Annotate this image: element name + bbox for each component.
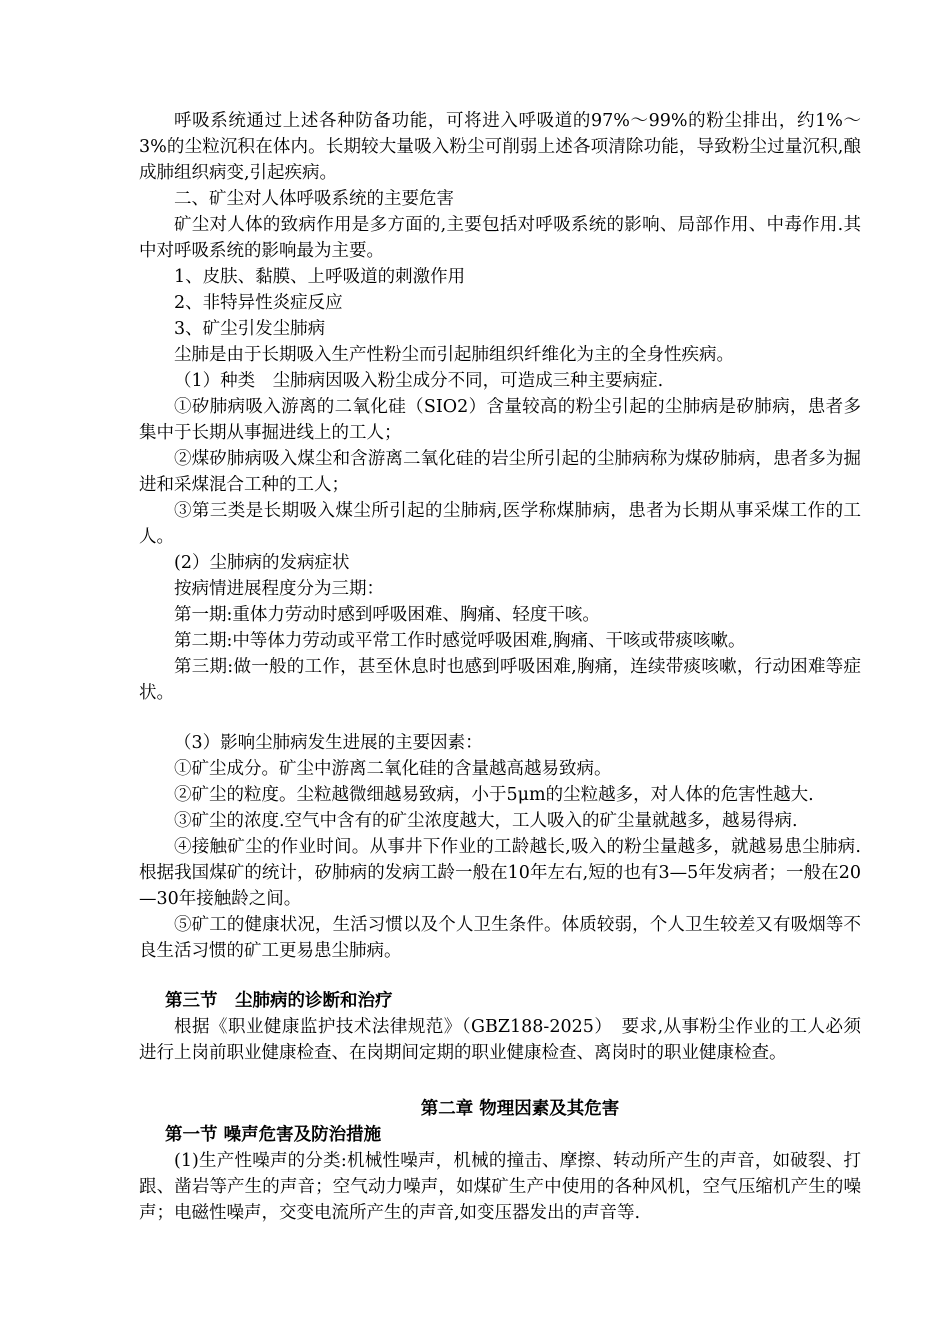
paragraph: (2）尘肺病的发病症状	[174, 553, 350, 573]
paragraph: （3）影响尘肺病发生进展的主要因素：	[174, 733, 483, 753]
paragraph: ③矿尘的浓度.空气中含有的矿尘浓度越大，工人吸入的矿尘量就越多，越易得病.	[174, 811, 798, 831]
paragraph: ④接触矿尘的作业时间。从事井下作业的工龄越长,吸入的粉尘量越多，就越易患尘肺病.根据我国煤矿的统计，矽肺病的发病工龄一般在10年左右,短的也有3—5年发病者；一般在20—30年接触龄之间。	[139, 837, 861, 909]
document-page	[139, 108, 861, 1226]
paragraph: ②矿尘的粒度。尘粒越微细越易致病，小于5μm的尘粒越多，对人体的危害性越大.	[174, 785, 814, 805]
blank-line	[139, 706, 861, 730]
paragraph: 尘肺是由于长期吸入生产性粉尘而引起肺组织纤维化为主的全身性疾病。	[174, 345, 734, 365]
paragraph: ①矿尘成分。矿尘中游离二氧化硅的含量越高越易致病。	[174, 759, 612, 779]
paragraph: 呼吸系统通过上述各种防备功能，可将进入呼吸道的97%～99%的粉尘排出，约1%～3%的尘粒沉积在体内。长期较大量吸入粉尘可削弱上述各项清除功能，导致粉尘过量沉积,酿成肺组织病变,引起疾病。	[139, 111, 861, 183]
paragraph: 根据《职业健康监护技术法律规范》（GBZ188-2025） 要求,从事粉尘作业的工人必须进行上岗前职业健康检查、在岗期间定期的职业健康检查、离岗时的职业健康检查。	[139, 1017, 861, 1063]
paragraph: （1）种类 尘肺病因吸入粉尘成分不同，可造成三种主要病症.	[174, 371, 664, 391]
section-title: 第一节 噪声危害及防治措施	[165, 1125, 382, 1145]
paragraph: ②煤矽肺病吸入煤尘和含游离二氧化硅的岩尘所引起的尘肺病称为煤矽肺病，患者多为掘进和采煤混合工种的工人；	[139, 449, 861, 495]
section-title: 第三节 尘肺病的诊断和治疗	[165, 991, 393, 1011]
paragraph: ⑤矿工的健康状况，生活习惯以及个人卫生条件。体质较弱，个人卫生较差又有吸烟等不良生活习惯的矿工更易患尘肺病。	[139, 915, 861, 961]
paragraph: (1)生产性噪声的分类:机械性噪声，机械的撞击、摩擦、转动所产生的声音，如破裂、打跟、凿岩等产生的声音；空气动力噪声，如煤矿生产中使用的各种风机，空气压缩机产生的噪声；电磁性噪声，交变电流所产生的声音,如变压器发出的声音等.	[139, 1151, 861, 1223]
list-item: 3、矿尘引发尘肺病	[174, 319, 326, 339]
paragraph: 按病情进展程度分为三期：	[174, 579, 384, 599]
paragraph: 第二期:中等体力劳动或平常工作时感觉呼吸困难,胸痛、干咳或带痰咳嗽。	[174, 631, 746, 651]
list-item: 2、非特异性炎症反应	[174, 293, 343, 313]
paragraph: 第三期:做一般的工作，甚至休息时也感到呼吸困难,胸痛，连续带痰咳嗽，行动困难等症状。	[139, 657, 861, 703]
blank-line	[139, 964, 861, 988]
paragraph: 第一期:重体力劳动时感到呼吸困难、胸痛、轻度干咳。	[174, 605, 600, 625]
section-heading: 二、矿尘对人体呼吸系统的主要危害	[174, 189, 454, 209]
paragraph: ③第三类是长期吸入煤尘所引起的尘肺病,医学称煤肺病，患者为长期从事采煤工作的工人。	[139, 501, 861, 547]
blank-line	[139, 1066, 861, 1096]
chapter-title: 第二章 物理因素及其危害	[420, 1099, 620, 1119]
paragraph: ①矽肺病吸入游离的二氧化硅（SIO2）含量较高的粉尘引起的尘肺病是矽肺病，患者多集中于长期从事掘进线上的工人；	[139, 397, 861, 443]
paragraph: 矿尘对人体的致病作用是多方面的,主要包括对呼吸系统的影响、局部作用、中毒作用.其中对呼吸系统的影响最为主要。	[139, 215, 861, 261]
list-item: 1、皮肤、黏膜、上呼吸道的刺激作用	[174, 267, 466, 287]
